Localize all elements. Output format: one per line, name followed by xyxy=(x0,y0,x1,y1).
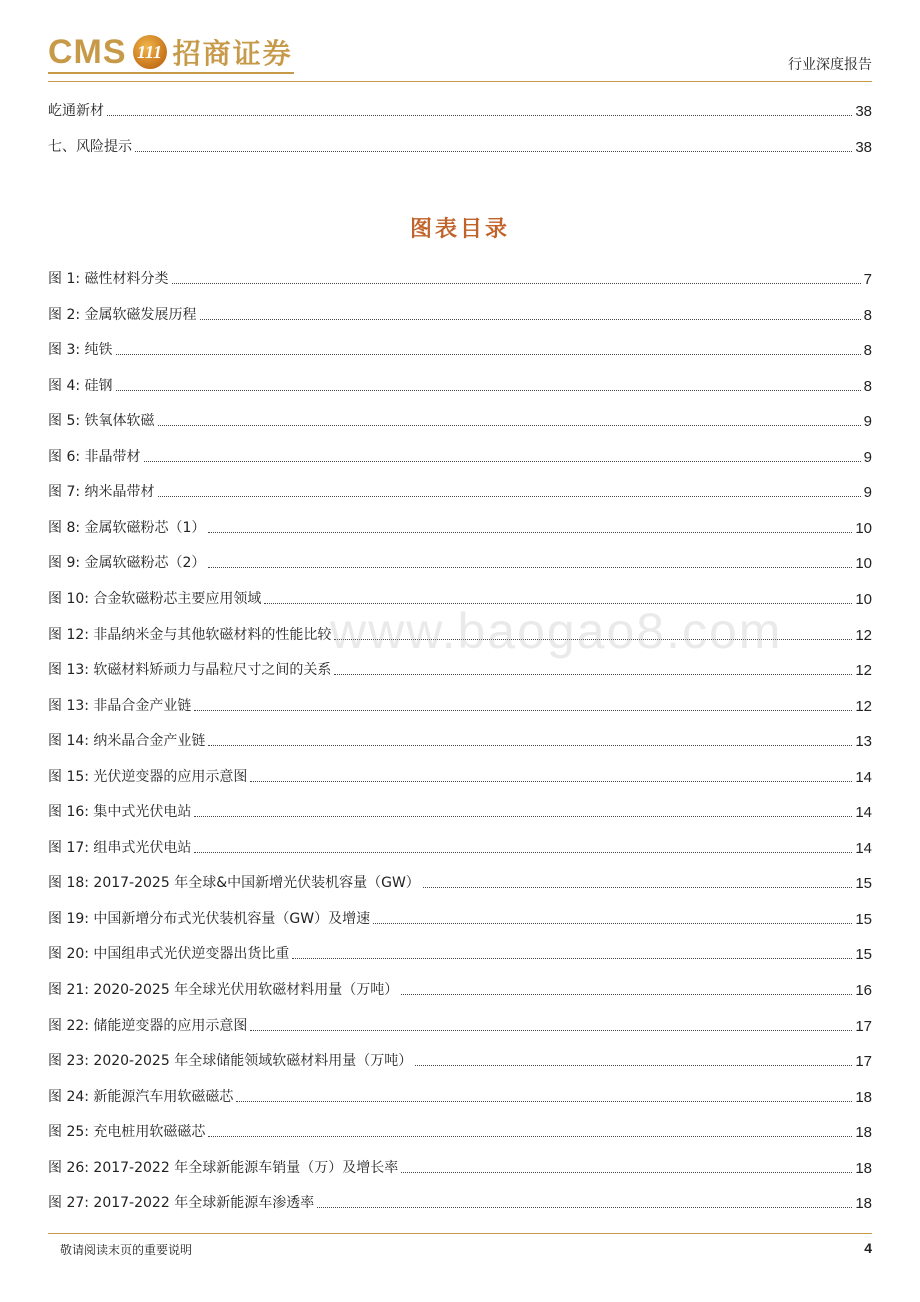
figure-entry[interactable] xyxy=(48,766,872,786)
figure-entry-label: 图 24: 新能源汽车用软磁磁芯 xyxy=(48,1089,234,1105)
figure-entry-label: 图 26: 2017-2022 年全球新能源车销量（万）及增长率 xyxy=(48,1160,399,1176)
figure-entry-page: 18 xyxy=(855,1124,872,1141)
logo-underline xyxy=(48,72,294,74)
figure-entry-label: 图 18: 2017-2025 年全球&中国新增光伏装机容量（GW） xyxy=(48,875,420,891)
figure-entry-label: 图 12: 非晶纳米金与其他软磁材料的性能比较 xyxy=(48,627,332,643)
toc-leader-dots xyxy=(334,672,852,675)
toc-leader-dots xyxy=(135,149,852,152)
figure-entry[interactable] xyxy=(48,1050,872,1070)
figure-entry[interactable] xyxy=(48,872,872,892)
figure-entry[interactable] xyxy=(48,268,872,288)
toc-leader-dots xyxy=(250,779,852,782)
figure-entry-label: 图 5: 铁氧体软磁 xyxy=(48,413,155,429)
figure-entry-page: 10 xyxy=(855,591,872,608)
figure-entry-page: 14 xyxy=(855,769,872,786)
toc-leader-dots xyxy=(116,388,861,391)
figure-entry[interactable] xyxy=(48,695,872,715)
figure-entry-label: 图 7: 纳米晶带材 xyxy=(48,484,155,500)
document-type: 行业深度报告 xyxy=(788,57,872,73)
figure-entry[interactable] xyxy=(48,1121,872,1141)
figure-entry-label: 图 20: 中国组串式光伏逆变器出货比重 xyxy=(48,946,290,962)
toc-entry[interactable] xyxy=(48,100,872,120)
figure-entry[interactable] xyxy=(48,943,872,963)
toc-leader-dots xyxy=(200,317,861,320)
toc-leader-dots xyxy=(194,708,852,711)
toc-entry-label: 七、风险提示 xyxy=(48,139,132,155)
toc-leader-dots xyxy=(158,423,861,426)
figure-entry-page: 13 xyxy=(855,733,872,750)
toc-entry-label: 屹通新材 xyxy=(48,103,104,119)
toc-leader-dots xyxy=(250,1028,852,1031)
figure-entry-page: 15 xyxy=(855,875,872,892)
figure-entry-page: 9 xyxy=(863,484,872,501)
figure-entry-page: 16 xyxy=(855,982,872,999)
figure-entry-page: 12 xyxy=(855,662,872,679)
figure-entry-label: 图 9: 金属软磁粉芯（2） xyxy=(48,555,206,571)
figure-entry-label: 图 19: 中国新增分布式光伏装机容量（GW）及增速 xyxy=(48,911,371,927)
figure-entry-page: 18 xyxy=(855,1089,872,1106)
figure-entry[interactable] xyxy=(48,837,872,857)
toc-leader-dots xyxy=(401,1170,852,1173)
logo-chinese-name: 招商证券 xyxy=(172,37,293,70)
figure-entry[interactable] xyxy=(48,481,872,501)
figure-entry-page: 17 xyxy=(855,1053,872,1070)
figure-entry-label: 图 3: 纯铁 xyxy=(48,342,113,358)
figure-entry-label: 图 27: 2017-2022 年全球新能源车渗透率 xyxy=(48,1195,315,1211)
figure-entry[interactable] xyxy=(48,979,872,999)
figure-entry-label: 图 6: 非晶带材 xyxy=(48,449,141,465)
figure-entry[interactable] xyxy=(48,1015,872,1035)
header-divider xyxy=(48,81,872,82)
toc-leader-dots xyxy=(194,850,852,853)
figure-entry-label: 图 4: 硅钢 xyxy=(48,378,113,394)
figure-entry-label: 图 14: 纳米晶合金产业链 xyxy=(48,733,206,749)
figure-entry-label: 图 22: 储能逆变器的应用示意图 xyxy=(48,1018,248,1034)
figure-entry-label: 图 16: 集中式光伏电站 xyxy=(48,804,192,820)
figure-entry-page: 18 xyxy=(855,1195,872,1212)
logo-cms-text: CMS xyxy=(48,32,127,71)
figure-entry-page: 10 xyxy=(855,555,872,572)
figure-entry[interactable] xyxy=(48,517,872,537)
figure-entry[interactable] xyxy=(48,552,872,572)
figure-entry-label: 图 23: 2020-2025 年全球储能领域软磁材料用量（万吨） xyxy=(48,1053,413,1069)
figure-entry-label: 图 25: 充电桩用软磁磁芯 xyxy=(48,1124,206,1140)
figure-entry[interactable] xyxy=(48,304,872,324)
figure-entry-label: 图 10: 合金软磁粉芯主要应用领域 xyxy=(48,591,262,607)
toc-leader-dots xyxy=(292,956,852,959)
toc-leader-dots xyxy=(144,459,861,462)
figure-entry-page: 9 xyxy=(863,413,872,430)
toc-leader-dots xyxy=(236,1099,852,1102)
toc-leader-dots xyxy=(208,743,852,746)
figure-entry-page: 8 xyxy=(863,342,872,359)
toc-leader-dots xyxy=(401,992,852,995)
figure-entry-page: 7 xyxy=(863,271,872,288)
figure-entry-label: 图 2: 金属软磁发展历程 xyxy=(48,307,197,323)
figure-entry-page: 12 xyxy=(855,627,872,644)
figure-entry-page: 8 xyxy=(863,307,872,324)
figure-entry-label: 图 13: 非晶合金产业链 xyxy=(48,698,192,714)
figure-entry-page: 12 xyxy=(855,698,872,715)
figure-entry[interactable] xyxy=(48,730,872,750)
toc-entry-page: 38 xyxy=(855,139,872,156)
company-logo xyxy=(48,32,293,72)
figure-entry[interactable] xyxy=(48,1157,872,1177)
figure-entry[interactable] xyxy=(48,410,872,430)
logo-badge-icon: 111 xyxy=(133,35,167,69)
figures-section-title: 图表目录 xyxy=(409,216,510,242)
toc-leader-dots xyxy=(194,814,852,817)
figure-entry-page: 15 xyxy=(855,946,872,963)
toc-leader-dots xyxy=(317,1205,852,1208)
toc-leader-dots xyxy=(415,1063,852,1066)
figure-entry-label: 图 13: 软磁材料矫顽力与晶粒尺寸之间的关系 xyxy=(48,662,332,678)
figure-entry[interactable] xyxy=(48,1086,872,1106)
footer-divider xyxy=(48,1233,872,1234)
toc-leader-dots xyxy=(172,281,861,284)
figure-entry-page: 17 xyxy=(855,1018,872,1035)
toc-entry[interactable] xyxy=(48,136,872,156)
figure-entry-label: 图 8: 金属软磁粉芯（1） xyxy=(48,520,206,536)
figure-entry[interactable] xyxy=(48,801,872,821)
toc-leader-dots xyxy=(107,113,852,116)
figure-entry-page: 14 xyxy=(855,804,872,821)
figure-entry[interactable] xyxy=(48,446,872,466)
toc-entry-page: 38 xyxy=(855,103,872,120)
figure-entry-page: 15 xyxy=(855,911,872,928)
toc-leader-dots xyxy=(208,1134,852,1137)
figure-entry-page: 14 xyxy=(855,840,872,857)
footer-disclaimer-note: 敬请阅读末页的重要说明 xyxy=(60,1243,193,1257)
figure-entry-page: 9 xyxy=(863,449,872,466)
figure-entry-label: 图 21: 2020-2025 年全球光伏用软磁材料用量（万吨） xyxy=(48,982,399,998)
figure-entry-page: 8 xyxy=(863,378,872,395)
page-header xyxy=(0,0,920,90)
toc-leader-dots xyxy=(423,885,853,888)
toc-leader-dots xyxy=(208,565,852,568)
figure-entry-label: 图 17: 组串式光伏电站 xyxy=(48,840,192,856)
toc-leader-dots xyxy=(116,352,861,355)
figure-entry[interactable] xyxy=(48,339,872,359)
page-number: 4 xyxy=(864,1240,872,1256)
toc-leader-dots xyxy=(208,530,852,533)
figure-entry[interactable] xyxy=(48,1192,872,1212)
figure-entry[interactable] xyxy=(48,659,872,679)
figure-entry-page: 10 xyxy=(855,520,872,537)
watermark: www.baogao8.com xyxy=(330,603,783,659)
toc-leader-dots xyxy=(158,494,861,497)
figure-entry-page: 18 xyxy=(855,1160,872,1177)
figure-entry[interactable] xyxy=(48,375,872,395)
figure-entry[interactable] xyxy=(48,908,872,928)
figure-entry-label: 图 1: 磁性材料分类 xyxy=(48,271,169,287)
toc-leader-dots xyxy=(373,921,852,924)
figure-entry-label: 图 15: 光伏逆变器的应用示意图 xyxy=(48,769,248,785)
